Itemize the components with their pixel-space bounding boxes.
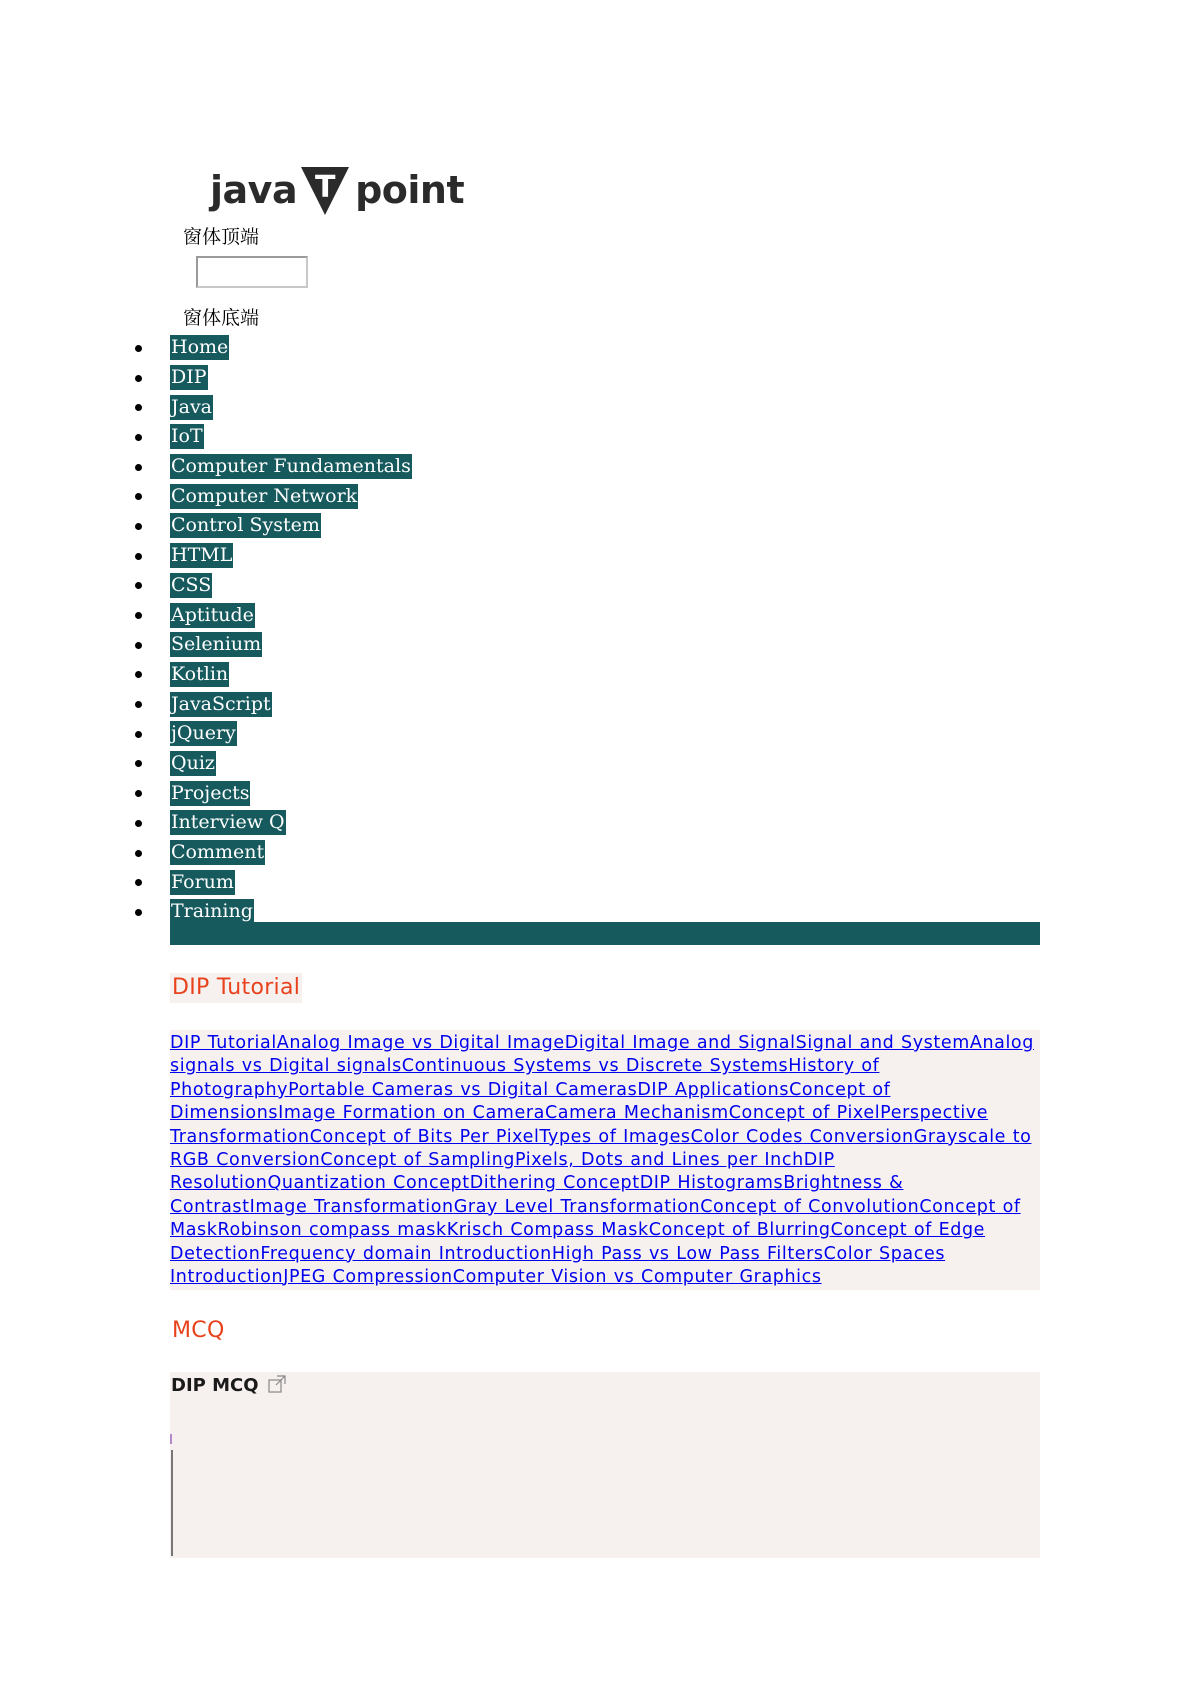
logo-t-badge-icon: [299, 163, 351, 217]
nav-link-selenium[interactable]: Selenium: [171, 633, 262, 656]
tutorial-link[interactable]: History of Photography: [170, 1056, 880, 1100]
tutorial-link[interactable]: Types of Images: [539, 1126, 691, 1147]
nav-item: [170, 600, 1040, 630]
nav-link-comment[interactable]: Comment: [171, 841, 265, 864]
tutorial-link[interactable]: Krisch Compass Mask: [446, 1220, 649, 1241]
logo-text-point: point: [355, 168, 465, 212]
tutorial-link[interactable]: Grayscale to RGB Conversion: [170, 1126, 1032, 1171]
nav-item: [170, 333, 1040, 363]
form-bottom-marker: 窗体底端: [183, 307, 260, 329]
nav-link-training[interactable]: Training: [171, 900, 253, 923]
nav-link-computer-fundamentals[interactable]: Computer Fundamentals: [171, 455, 411, 478]
form-top-marker: 窗体顶端: [183, 226, 260, 248]
nav-item: [170, 689, 1040, 719]
nav-item: [170, 541, 1040, 571]
tutorial-link[interactable]: Signal and System: [795, 1033, 970, 1053]
nav-link-quiz[interactable]: Quiz: [171, 751, 215, 774]
logo-badge-letter: T: [315, 170, 336, 205]
external-link-icon: [267, 1374, 287, 1394]
tutorial-link[interactable]: Quantization Concept: [267, 1173, 470, 1194]
nav-item: [170, 452, 1040, 482]
mcq-frame-edge: [171, 1450, 173, 1556]
tutorial-link[interactable]: Image Formation on Camera: [278, 1103, 545, 1124]
tutorial-link[interactable]: Analog Image vs Digital Image: [276, 1033, 565, 1053]
nav-link-computer-network[interactable]: Computer Network: [171, 484, 358, 507]
tutorial-link[interactable]: Concept of Mask: [170, 1196, 1021, 1241]
mcq-frame-marker: [170, 1434, 172, 1444]
dip-mcq-link[interactable]: [171, 1373, 287, 1399]
nav-item: [170, 867, 1040, 897]
nav-link-kotlin[interactable]: Kotlin: [171, 662, 229, 685]
nav-item: [170, 808, 1040, 838]
nav-item: [170, 749, 1040, 779]
nav-item: [170, 571, 1040, 601]
tutorial-link[interactable]: Analog signals vs Digital signals: [170, 1033, 1034, 1077]
nav-link-control-system[interactable]: Control System: [171, 514, 320, 537]
nav-item: [170, 778, 1040, 808]
tutorial-link[interactable]: Brightness & Contrast: [170, 1173, 904, 1217]
tutorial-link[interactable]: Dithering Concept: [469, 1173, 640, 1194]
nav-item: [170, 660, 1040, 690]
tutorial-link[interactable]: DIP Histograms: [639, 1173, 784, 1194]
tutorial-link[interactable]: DIP Resolution: [170, 1150, 835, 1194]
site-logo[interactable]: [210, 162, 464, 218]
nav-item: [170, 630, 1040, 660]
mcq-heading: MCQ: [172, 1318, 225, 1343]
tutorial-link[interactable]: Concept of Edge Detection: [170, 1220, 986, 1264]
tutorial-link[interactable]: Concept of Blurring: [648, 1220, 831, 1241]
mcq-panel: [170, 1372, 1040, 1558]
nav-item: [170, 481, 1040, 511]
nav-link-jquery[interactable]: jQuery: [171, 722, 236, 745]
tutorial-link[interactable]: Gray Level Transformation: [453, 1196, 701, 1217]
nav-item: [170, 838, 1040, 868]
tutorial-link[interactable]: Concept of Sampling: [320, 1150, 515, 1171]
nav-link-home[interactable]: Home: [171, 336, 229, 359]
nav-link-aptitude[interactable]: Aptitude: [171, 603, 254, 626]
tutorial-link[interactable]: Frequency domain Introduction: [260, 1243, 552, 1264]
nav-item: [170, 511, 1040, 541]
nav-item: [170, 422, 1040, 452]
tutorial-link[interactable]: Concept of Pixel: [728, 1103, 881, 1124]
tutorial-link[interactable]: Computer Vision vs Computer Graphics: [452, 1267, 822, 1288]
nav-link-projects[interactable]: Projects: [171, 781, 250, 804]
tutorial-link[interactable]: JPEG Compression: [283, 1267, 453, 1288]
nav-item: [170, 363, 1040, 393]
nav-link-html[interactable]: HTML: [171, 544, 233, 567]
nav-link-css[interactable]: CSS: [171, 573, 212, 596]
tutorial-link[interactable]: Concept of Bits Per Pixel: [309, 1126, 540, 1147]
tutorial-link[interactable]: Portable Cameras vs Digital Cameras: [288, 1079, 638, 1100]
tutorial-link[interactable]: Camera Mechanism: [544, 1103, 729, 1124]
tutorial-link-list: [170, 1032, 1038, 1289]
tutorial-link[interactable]: Digital Image and Signal: [564, 1033, 796, 1053]
nav-link-java[interactable]: Java: [171, 395, 213, 418]
tutorial-link[interactable]: Robinson compass mask: [217, 1220, 447, 1241]
nav-link-javascript[interactable]: JavaScript: [171, 692, 271, 715]
tutorial-link[interactable]: Perspective Transformation: [170, 1103, 989, 1147]
nav-link-interview-q[interactable]: Interview Q: [171, 811, 285, 834]
tutorial-heading: DIP Tutorial: [170, 973, 302, 1003]
logo-text-java: java: [210, 168, 298, 212]
tutorial-link[interactable]: Pixels, Dots and Lines per Inch: [515, 1150, 804, 1171]
tutorial-link[interactable]: Concept of Convolution: [700, 1196, 920, 1217]
tutorial-link[interactable]: Image Transformation: [249, 1196, 454, 1217]
nav-link-iot[interactable]: IoT: [171, 425, 203, 448]
nav-link-dip[interactable]: DIP: [171, 366, 207, 389]
tutorial-link[interactable]: DIP Tutorial: [170, 1033, 277, 1053]
tutorial-link[interactable]: High Pass vs Low Pass Filters: [551, 1243, 824, 1264]
nav-item: [170, 392, 1040, 422]
tutorial-link[interactable]: Color Spaces Introduction: [170, 1243, 946, 1288]
tutorial-link[interactable]: DIP Applications: [637, 1079, 790, 1100]
main-nav: [170, 333, 1040, 927]
tutorial-link[interactable]: Continuous Systems vs Discrete Systems: [401, 1056, 789, 1077]
dip-mcq-label: DIP MCQ: [171, 1375, 259, 1396]
nav-link-forum[interactable]: Forum: [171, 870, 234, 893]
nav-bar-divider: [170, 922, 1040, 945]
nav-item: [170, 719, 1040, 749]
tutorial-link[interactable]: Concept of Dimensions: [170, 1079, 891, 1124]
tutorial-link[interactable]: Color Codes Conversion: [690, 1126, 914, 1147]
search-input[interactable]: [196, 256, 308, 288]
